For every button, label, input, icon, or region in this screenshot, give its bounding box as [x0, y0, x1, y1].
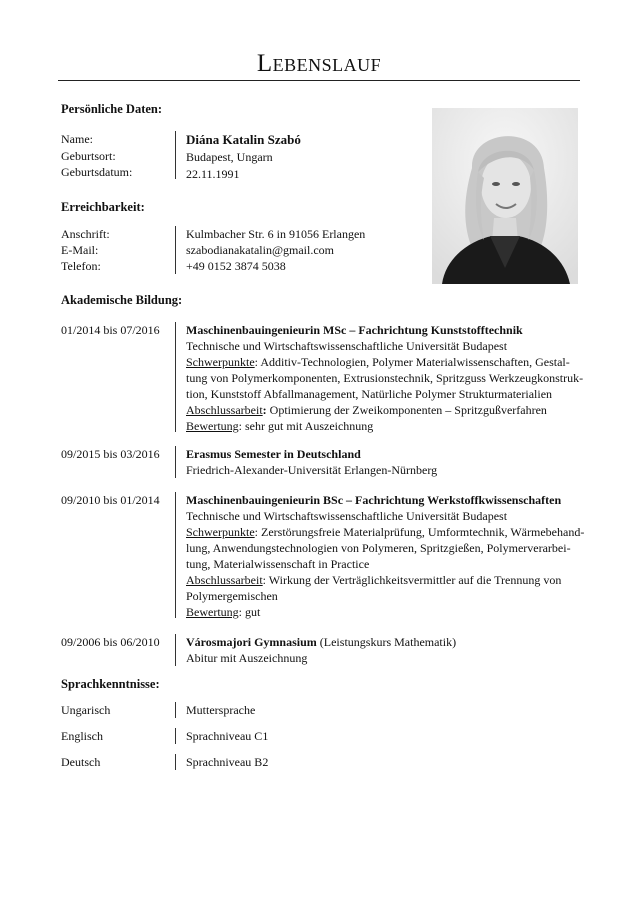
education-title: Erasmus Semester in Deutschland	[186, 447, 361, 461]
language-divider-1	[175, 702, 176, 718]
education-heading: Akademische Bildung:	[61, 293, 183, 307]
education-divider-2	[175, 446, 176, 478]
education-period: 09/2015 bis 03/2016	[61, 447, 160, 461]
focus-text: : Additiv-Technologien, Polymer Materialwissenschaften, Gestal-	[254, 355, 570, 369]
education-thesis-line	[186, 572, 561, 588]
address-label: Anschrift:	[61, 227, 110, 241]
education-institution: Abitur mit Auszeichnung	[186, 651, 308, 665]
education-title: Városmajori Gymnasium	[186, 635, 317, 649]
name-value: Diána Katalin Szabó	[186, 132, 301, 147]
education-grade-line	[186, 418, 373, 434]
education-title-line	[186, 634, 456, 650]
language-name: Deutsch	[61, 755, 101, 769]
education-period: 01/2014 bis 07/2016	[61, 323, 160, 337]
thesis-text: Optimierung der Zweikomponenten – Spritzgußverfahren	[266, 403, 547, 417]
education-divider-1	[175, 322, 176, 432]
thesis-text: : Wirkung der Verträglichkeitsvermittler auf die Trennung von	[262, 573, 562, 587]
grade-label: Bewertung	[186, 605, 239, 619]
phone-label: Telefon:	[61, 259, 101, 273]
education-period: 09/2010 bis 01/2014	[61, 493, 160, 507]
education-grade-line	[186, 604, 260, 620]
education-focus-line-3: tung, Materialwissenschaft in Practice	[186, 557, 370, 571]
education-divider-4	[175, 634, 176, 666]
education-institution: Friedrich-Alexander-Universität Erlangen-Nürnberg	[186, 463, 438, 477]
education-divider-3	[175, 492, 176, 618]
name-label: Name:	[61, 132, 93, 146]
education-institution: Technische und Wirtschaftswissenschaftliche Universität Budapest	[186, 339, 508, 353]
personal-heading: Persönliche Daten:	[61, 102, 163, 116]
thesis-label: Abschlussarbeit	[186, 403, 263, 417]
address-value: Kulmbacher Str. 6 in 91056 Erlangen	[186, 227, 366, 241]
language-level: Sprachniveau C1	[186, 729, 269, 743]
phone-value: +49 0152 3874 5038	[186, 259, 286, 273]
language-divider-3	[175, 754, 176, 770]
education-focus-line-2: lung, Anwendungstechnologien von Polymeren, Spritzgießen, Polymerverarbei-	[186, 541, 571, 555]
email-value[interactable]: szabodianakatalin@gmail.com	[186, 243, 335, 257]
education-focus-line-3: tion, Kunststoff Abfallmanagement, Natürliche Polymer Strukturmaterialien	[186, 387, 553, 401]
education-period: 09/2006 bis 06/2010	[61, 635, 160, 649]
thesis-colon: :	[262, 403, 267, 417]
birthplace-value: Budapest, Ungarn	[186, 150, 273, 164]
birthdate-label: Geburtsdatum:	[61, 165, 133, 179]
languages-heading: Sprachkenntnisse:	[61, 677, 160, 691]
profile-photo	[432, 108, 578, 284]
education-focus-line	[186, 354, 570, 370]
grade-label: Bewertung	[186, 419, 239, 433]
email-label: E-Mail:	[61, 243, 99, 257]
thesis-label: Abschlussarbeit	[186, 573, 263, 587]
contact-heading: Erreichbarkeit:	[61, 200, 145, 214]
birthplace-label: Geburtsort:	[61, 149, 116, 163]
language-level: Muttersprache	[186, 703, 256, 717]
birthdate-value: 22.11.1991	[186, 167, 240, 181]
portrait-image	[432, 108, 578, 284]
grade-text: : sehr gut mit Auszeichnung	[238, 419, 374, 433]
focus-text: : Zerstörungsfreie Materialprüfung, Umformtechnik, Wärmebehand-	[254, 525, 585, 539]
page-title: Lebenslauf	[256, 50, 382, 77]
personal-divider	[175, 131, 176, 179]
education-thesis-line-2: Polymergemischen	[186, 589, 278, 603]
education-thesis-line	[186, 402, 547, 418]
language-name: Englisch	[61, 729, 103, 743]
education-title: Maschinenbauingenieurin MSc – Fachrichtung Kunststofftechnik	[186, 323, 523, 337]
education-title: Maschinenbauingenieurin BSc – Fachrichtung Werkstoffkwissenschaften	[186, 493, 562, 507]
education-focus-line	[186, 524, 584, 540]
grade-text: : gut	[238, 605, 261, 619]
focus-label: Schwerpunkte	[186, 525, 255, 539]
language-divider-2	[175, 728, 176, 744]
title-divider	[58, 80, 580, 81]
education-focus-line-2: tung von Polymerkomponenten, Extrusionstechnik, Spritzguss Werkzeugkonstruk-	[186, 371, 584, 385]
contact-divider	[175, 226, 176, 274]
education-title-extra: (Leistungskurs Mathematik)	[316, 635, 457, 649]
language-level: Sprachniveau B2	[186, 755, 269, 769]
language-name: Ungarisch	[61, 703, 111, 717]
education-institution: Technische und Wirtschaftswissenschaftliche Universität Budapest	[186, 509, 508, 523]
focus-label: Schwerpunkte	[186, 355, 255, 369]
